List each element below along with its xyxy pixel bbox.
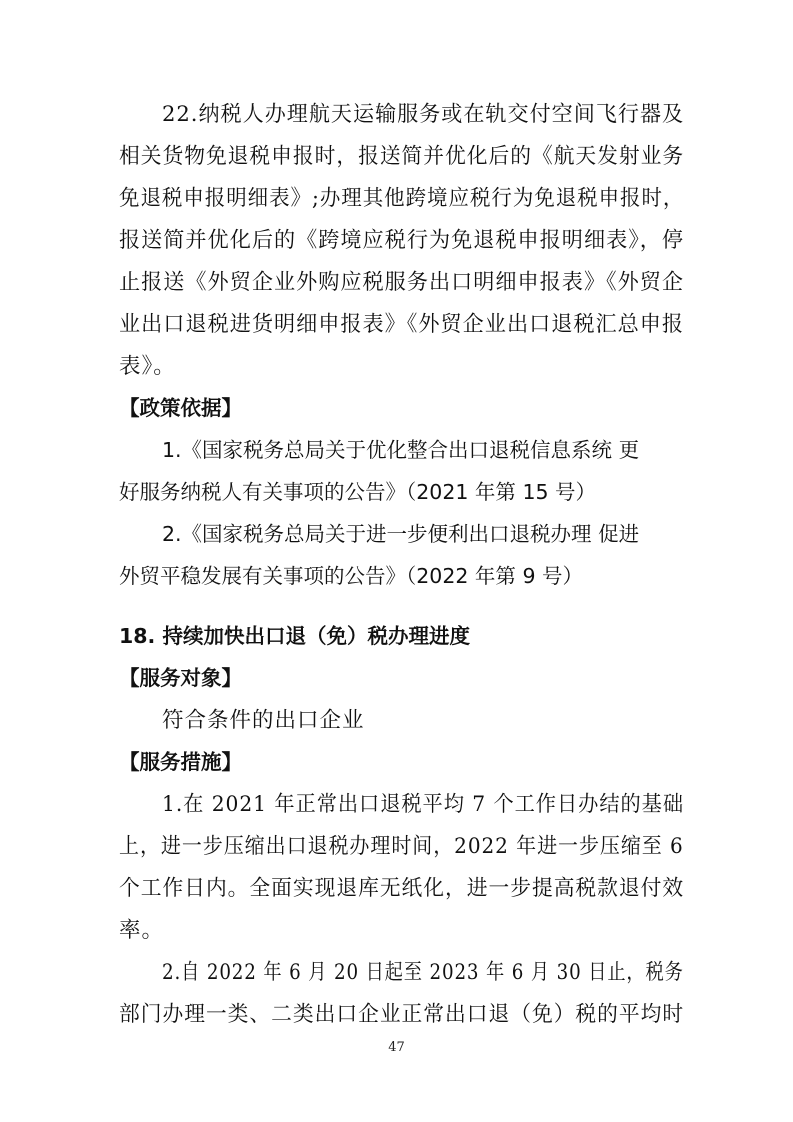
- paragraph-line: 业出口退税进货明细申报表》《外贸企业出口退税汇总申报: [119, 312, 685, 337]
- measures-line: 率。: [119, 918, 165, 943]
- paragraph-line: 22.纳税人办理航天运输服务或在轨交付空间飞行器及: [162, 102, 685, 127]
- paragraph-line: 止报送《外贸企业外购应税服务出口明细申报表》《外贸企: [119, 270, 685, 295]
- service-target-text: 符合条件的出口企业: [162, 708, 365, 733]
- policy-basis-line: 外贸平稳发展有关事项的公告》（2022 年第 9 号）: [119, 564, 584, 588]
- page-number: 47: [388, 1040, 405, 1055]
- paragraph-line: 相关货物免退税申报时，报送简并优化后的《航天发射业务: [119, 144, 685, 169]
- measures-heading: 【服务措施】: [119, 750, 242, 774]
- service-target-heading: 【服务对象】: [119, 666, 242, 690]
- policy-basis-line: 2.《国家税务总局关于进一步便利出口退税办理 促进: [162, 522, 640, 546]
- measures-line: 2.自 2022 年 6 月 20 日起至 2023 年 6 月 30 日止，税务: [162, 960, 684, 985]
- policy-basis-line: 1.《国家税务总局关于优化整合出口退税信息系统 更: [162, 438, 640, 462]
- paragraph-line: 免退税申报明细表》;办理其他跨境应税行为免退税申报时，: [119, 186, 685, 211]
- policy-basis-line: 好服务纳税人有关事项的公告》（2021 年第 15 号）: [119, 480, 597, 504]
- measures-line: 1.在 2021 年正常出口退税平均 7 个工作日办结的基础: [162, 792, 685, 817]
- paragraph-line: 表》。: [119, 354, 176, 379]
- policy-basis-heading: 【政策依据】: [119, 396, 242, 420]
- section-title: 18. 持续加快出口退（免）税办理进度: [119, 624, 470, 648]
- paragraph-line: 报送简并优化后的《跨境应税行为免退税申报明细表》，停: [119, 228, 685, 253]
- measures-line: 部门办理一类、二类出口企业正常出口退（免）税的平均时: [119, 1002, 685, 1027]
- measures-line: 个工作日内。全面实现退库无纸化，进一步提高税款退付效: [119, 876, 685, 901]
- measures-line: 上，进一步压缩出口退税办理时间，2022 年进一步压缩至 6: [119, 834, 684, 859]
